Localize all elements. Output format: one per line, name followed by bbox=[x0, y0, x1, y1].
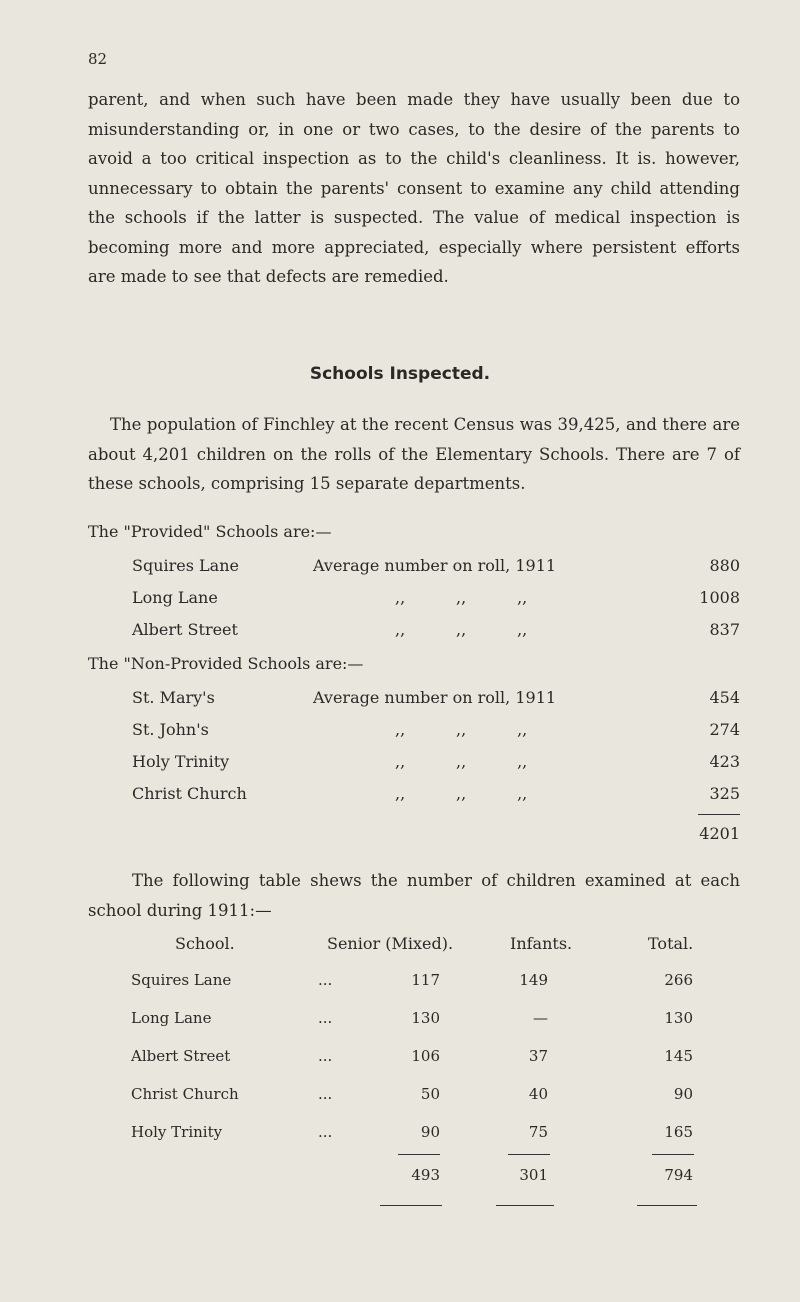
cell-infants: — bbox=[533, 1009, 548, 1027]
cell-senior: 50 bbox=[420, 1085, 440, 1103]
infants-total-rule bbox=[508, 1154, 550, 1155]
column-header-infants: Infants. bbox=[510, 934, 573, 953]
cell-school: Christ Church bbox=[131, 1085, 239, 1103]
school-name: Holy Trinity bbox=[132, 752, 230, 771]
total-total: 794 bbox=[664, 1166, 693, 1184]
school-name: Long Lane bbox=[132, 588, 218, 607]
column-header-senior: Senior (Mixed). bbox=[327, 934, 454, 953]
cell-total: 165 bbox=[664, 1123, 693, 1141]
cell-school: Holy Trinity bbox=[131, 1123, 223, 1141]
cell-senior: 117 bbox=[411, 971, 440, 989]
grand-total-rule bbox=[652, 1154, 694, 1155]
total-closing-rule bbox=[637, 1205, 697, 1206]
row-description: Average number on roll, 1911 bbox=[313, 688, 557, 707]
roll-value: 837 bbox=[709, 620, 740, 639]
cell-senior: 106 bbox=[411, 1047, 440, 1065]
roll-value: 454 bbox=[709, 688, 740, 707]
cell-senior: 90 bbox=[420, 1123, 440, 1141]
senior-total-rule bbox=[398, 1154, 440, 1155]
column-header-total: Total. bbox=[648, 934, 694, 953]
intro-paragraph: parent, and when such have been made they have usually been due to misunderstanding or, in one or two cases, to the desire of the parents to avoid a too critical inspection as to the child's cleanliness. It is. however, unnecessary to obtain the parents' consent to examine any child attending the schools if the latter is suspected. The value of medical inspection is becoming more and more appreciated, especially where persistent efforts are made to see that defects are remedied. bbox=[88, 90, 740, 286]
roll-value: 325 bbox=[709, 784, 740, 803]
dot-leader: ... bbox=[318, 1009, 333, 1027]
total-rule bbox=[698, 814, 740, 815]
infants-closing-rule bbox=[496, 1205, 554, 1206]
school-name: Squires Lane bbox=[132, 556, 239, 575]
school-name: St. Mary's bbox=[132, 688, 215, 707]
ditto-marks: ,, ,, ,, bbox=[395, 784, 528, 803]
ditto-marks: ,, ,, ,, bbox=[395, 620, 528, 639]
school-name: Christ Church bbox=[132, 784, 247, 803]
row-description: Average number on roll, 1911 bbox=[313, 556, 557, 575]
dot-leader: ... bbox=[318, 1047, 333, 1065]
ditto-marks: ,, ,, ,, bbox=[395, 720, 528, 739]
cell-school: Squires Lane bbox=[131, 971, 232, 989]
provided-label: The "Provided" Schools are:— bbox=[88, 522, 332, 541]
total-infants: 301 bbox=[519, 1166, 548, 1184]
cell-infants: 75 bbox=[528, 1123, 548, 1141]
cell-total: 90 bbox=[673, 1085, 693, 1103]
ditto-marks: ,, ,, ,, bbox=[395, 752, 528, 771]
cell-infants: 149 bbox=[519, 971, 548, 989]
cell-total: 266 bbox=[664, 971, 693, 989]
roll-value: 1008 bbox=[699, 588, 740, 607]
dot-leader: ... bbox=[318, 1085, 333, 1103]
total-senior: 493 bbox=[411, 1166, 440, 1184]
cell-school: Albert Street bbox=[131, 1047, 231, 1065]
school-name: Albert Street bbox=[132, 620, 238, 639]
roll-value: 423 bbox=[709, 752, 740, 771]
cell-infants: 40 bbox=[528, 1085, 548, 1103]
cell-total: 130 bbox=[664, 1009, 693, 1027]
non-provided-label: The "Non-Provided Schools are:— bbox=[88, 654, 364, 673]
senior-closing-rule bbox=[380, 1205, 442, 1206]
school-name: St. John's bbox=[132, 720, 209, 739]
ditto-marks: ,, ,, ,, bbox=[395, 588, 528, 607]
page-number: 82 bbox=[88, 50, 108, 68]
dot-leader: ... bbox=[318, 1123, 333, 1141]
section-heading: Schools Inspected. bbox=[309, 364, 491, 384]
population-paragraph: The population of Finchley at the recent Census was 39,425, and there are about 4,201 children on the rolls of the Elementary Schools. There are 7 of these schools, comprising 15 separate departments. bbox=[88, 415, 740, 493]
cell-senior: 130 bbox=[411, 1009, 440, 1027]
roll-value: 274 bbox=[709, 720, 740, 739]
roll-value: 880 bbox=[709, 556, 740, 575]
cell-school: Long Lane bbox=[131, 1009, 212, 1027]
column-header-school: School. bbox=[175, 934, 235, 953]
roll-total: 4201 bbox=[699, 824, 740, 843]
cell-total: 145 bbox=[664, 1047, 693, 1065]
table-intro: The following table shews the number of children examined at each school during 1911:— bbox=[88, 871, 740, 920]
dot-leader: ... bbox=[318, 971, 333, 989]
cell-infants: 37 bbox=[528, 1047, 548, 1065]
